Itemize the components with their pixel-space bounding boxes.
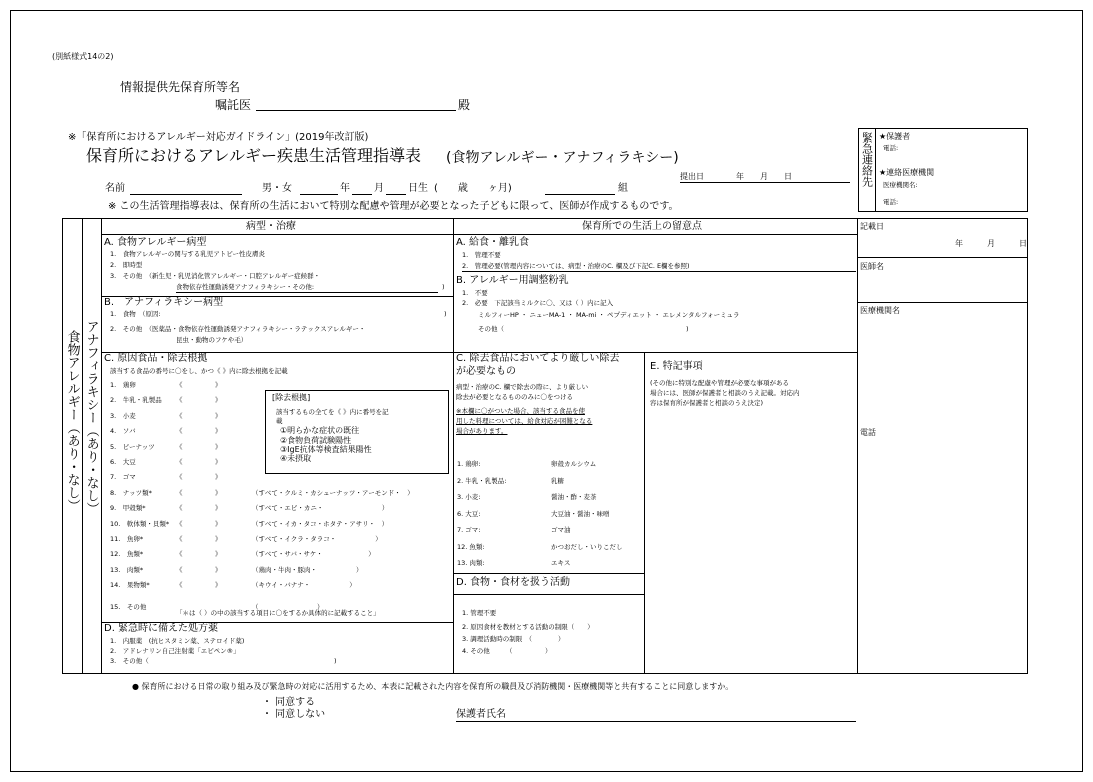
food-item-label[interactable]: 5. ピーナッツ [110, 442, 155, 451]
strict-item-value: ゴマ油 [551, 526, 571, 534]
strict-item-value: 大豆油・醤油・味噌 [551, 509, 610, 518]
strict-item-value: エキス [551, 559, 571, 567]
guardian-phone[interactable]: 電話: [883, 144, 899, 152]
removal-basis-bracket[interactable]: 《 》 [176, 427, 222, 436]
midA-title: A. 給食・離乳食 [456, 237, 530, 248]
class-label: 組 [618, 183, 628, 194]
removal-basis-bracket[interactable]: 《 》 [176, 473, 222, 482]
midC-note3: 場合があります。 [456, 427, 508, 435]
consent-question: ● 保育所における日常の取り組み及び緊急時の対応に活用するため、本表に記載された内容を保育所の職員及び消防機関・医療機関等と共有することに同意しますか。 [132, 682, 734, 691]
child-age[interactable]: ( 歳 ヶ月) [434, 183, 512, 194]
secB-title: B. アナフィラキシー病型 [104, 297, 224, 308]
removal-basis-bracket[interactable]: 《 》 [176, 519, 222, 528]
submit-date[interactable]: 提出日 年 月 日 [680, 172, 850, 183]
strict-item-label[interactable]: 1. 鶏卵: [457, 460, 481, 468]
secA-item3b[interactable]: 食物依存性運動誘発アナフィラキシー・その他: [176, 284, 438, 293]
basis-desc1: 該当するもの全てを《 》内に番号を記 [276, 408, 389, 416]
strict-item-label[interactable]: 7. ゴマ: [457, 526, 481, 534]
midD-title: D. 食物・食材を扱う活動 [456, 577, 571, 588]
midC-note2: 用した料理については、給食対応が困難となる [456, 417, 593, 425]
doctor-name-label: 医師名 [860, 262, 884, 271]
basis-1: ①明らかな症状の既往 [280, 426, 360, 435]
secD-item3[interactable]: 3. その他（ [110, 657, 149, 665]
food-item-detail[interactable]: （すべて・エビ・カニ・ ） [252, 504, 389, 513]
side-label-food-allergy: 食物アレルギー（あり・なし） [64, 330, 80, 512]
midB-item1[interactable]: 1. 不要 [462, 289, 488, 297]
class-field[interactable] [545, 194, 615, 195]
removal-basis-bracket[interactable]: 《 》 [176, 488, 222, 497]
midD-item4[interactable]: 4. その他 （ ） [462, 647, 552, 655]
food-item-detail[interactable]: （鶏肉・牛肉・豚肉・ ） [252, 565, 363, 574]
secD-title: D. 緊急時に備えた処方薬 [104, 623, 219, 634]
secC-title: C. 原因食品・除去根拠 [104, 353, 208, 364]
removal-basis-bracket[interactable]: 《 》 [176, 442, 222, 451]
basis-desc2: 載 [276, 417, 283, 425]
removal-basis-bracket[interactable]: 《 》 [176, 565, 222, 574]
midD-item3[interactable]: 3. 調理活動時の制限 （ ） [462, 635, 565, 643]
consent-disagree[interactable]: ・ 同意しない [262, 709, 326, 720]
midE-desc3: 容は保育所が保護者と相談のうえ決定) [650, 399, 764, 407]
midB-title: B. アレルギー用調整粉乳 [456, 275, 569, 286]
secB-close: ) [444, 310, 447, 318]
basis-title: [除去根拠] [272, 393, 311, 402]
page-subtitle: (食物アレルギー・アナフィラキシー) [446, 150, 679, 166]
basis-4: ④未摂取 [280, 454, 312, 463]
secB-item2b: 昆虫・動物のフケや毛） [176, 336, 248, 344]
strict-item-label[interactable]: 2. 牛乳・乳製品: [457, 476, 507, 485]
removal-basis-bracket[interactable]: 《 》 [176, 504, 222, 513]
food-item-detail[interactable]: （ ） [252, 602, 324, 611]
recipient-facility-label: 情報提供先保育所等名 [120, 80, 241, 94]
strict-item-label[interactable]: 13. 肉類: [457, 559, 485, 567]
col-title-mid: 保育所での生活上の留意点 [582, 221, 702, 232]
birth-year-label: 年 [340, 183, 350, 194]
strict-item-label[interactable]: 3. 小麦: [457, 493, 481, 501]
midC-title1: C. 除去食品においてより厳しい除去 [456, 353, 620, 364]
midC-title2: が必要なもの [456, 366, 516, 377]
emergency-label: 緊急連絡先 [860, 132, 874, 187]
midB-other[interactable]: その他（ [478, 325, 504, 333]
removal-basis-bracket[interactable]: 《 》 [176, 396, 222, 405]
food-item-label[interactable]: 12. 魚類* [110, 550, 144, 559]
removal-basis-bracket[interactable]: 《 》 [176, 581, 222, 590]
medical-contact-label: ★連絡医療機関 [879, 168, 935, 177]
birth-day-label: 日生 [408, 183, 428, 194]
food-item-label[interactable]: 1. 鶏卵 [110, 381, 136, 389]
medical-phone[interactable]: 電話: [883, 198, 899, 206]
removal-basis-bracket[interactable]: 《 》 [176, 458, 222, 466]
phone-label: 電話 [860, 428, 876, 437]
food-item-detail[interactable]: （キウイ・バナナ・ ） [252, 581, 356, 590]
child-name-field[interactable] [130, 194, 242, 195]
secD-close: ) [334, 657, 337, 665]
secA-title: A. 食物アレルギー病型 [104, 237, 207, 248]
midC-desc2: 除去が必要となるもののみに〇をつける [456, 393, 573, 401]
secA-item3[interactable]: 3. その他 （新生児・乳児消化管アレルギー・口腔アレルギー症候群・ [110, 272, 321, 280]
secA-close: ) [442, 283, 445, 291]
guardian-signature[interactable]: 保護者氏名 [456, 709, 856, 722]
food-item-label[interactable]: 6. 大豆 [110, 458, 136, 466]
food-item-detail[interactable]: （すべて・クルミ・カシューナッツ・アーモンド・ ） [252, 488, 414, 497]
midA-item1[interactable]: 1. 管理不要 [462, 251, 501, 259]
page-title: 保育所におけるアレルギー疾患生活管理指導表 [86, 146, 421, 165]
secA-item2[interactable]: 2. 即時型 [110, 261, 143, 269]
secB-item1[interactable]: 1. 食物 （原因: [110, 310, 161, 318]
food-item-label[interactable]: 8. ナッツ類* [110, 488, 152, 497]
food-item-label[interactable]: 11. 魚卵* [110, 535, 144, 543]
midC-desc1: 病型・治療のC. 欄で除去の際に、より厳しい [456, 383, 589, 391]
midE-title: E. 特記事項 [650, 361, 703, 372]
secB-item2[interactable]: 2. その他 （医薬品・食物依存性運動誘発アナフィラキシー・ラテックスアレルギー・ [110, 325, 366, 333]
strict-item-label[interactable]: 12. 魚類: [457, 542, 485, 551]
medical-facility[interactable]: 医療機関名: [883, 181, 918, 189]
food-item-label[interactable]: 3. 小麦 [110, 411, 136, 420]
removal-basis-bracket[interactable]: 《 》 [176, 535, 222, 543]
guideline-ref: ※「保育所におけるアレルギー対応ガイドライン」(2019年改訂版) [68, 132, 369, 143]
removal-basis-bracket[interactable]: 《 》 [176, 411, 222, 420]
child-name-label: 名前 [105, 183, 125, 194]
birth-month-field[interactable] [352, 194, 372, 195]
strict-item-value: 乳糖 [551, 476, 564, 485]
food-item-label[interactable]: 9. 甲殻類* [110, 504, 146, 513]
date-format[interactable]: 年 月 日 [955, 239, 1027, 248]
midE-desc2: 場合には、医師が保護者と相談のうえ記載。対応内 [650, 389, 800, 397]
strict-item-label[interactable]: 6. 大豆: [457, 509, 481, 518]
child-sex[interactable]: 男・女 [262, 183, 292, 194]
side-label-anaphylaxis: アナフィラキシー（あり・なし） [83, 320, 99, 515]
doctor-name-field[interactable] [256, 110, 456, 111]
midB-item2[interactable]: 2. 必要 下記該当ミルクに〇、又は（ ）内に記入 [462, 299, 614, 307]
food-item-label[interactable]: 2. 牛乳・乳製品 [110, 396, 162, 405]
basis-2: ②食物負荷試験陽性 [280, 436, 352, 445]
guardian-label: ★保護者 [879, 132, 911, 141]
honorific: 殿 [458, 98, 471, 112]
secC-desc: 該当する食品の番号に〇をし、かつ《 》内に除去根拠を記載 [110, 367, 288, 375]
basis-3: ③IgE抗体等検査結果陽性 [280, 445, 372, 454]
hospital-name-label: 医療機関名 [860, 306, 900, 315]
col-title-left: 病型・治療 [246, 221, 296, 232]
birth-month-label: 月 [374, 183, 384, 194]
food-item-label[interactable]: 7. ゴマ [110, 473, 136, 482]
food-item-label[interactable]: 13. 肉類* [110, 565, 144, 574]
food-item-label[interactable]: 10. 軟体類・貝類* [110, 519, 170, 528]
secA-item1[interactable]: 1. 食物アレルギーの関与する乳児アトピー性皮膚炎 [110, 250, 266, 258]
midE-desc1: (その他に特別な配慮や管理が必要な事項がある [650, 379, 790, 387]
food-item-detail[interactable]: （すべて・イカ・タコ・ホタテ・アサリ・ ） [252, 519, 389, 528]
secD-item2[interactable]: 2. アドレナリン自己注射薬「エピペン®」 [110, 647, 240, 655]
strict-item-value: かつおだし・いりこだし [551, 542, 623, 551]
food-item-label[interactable]: 14. 果物類* [110, 581, 150, 590]
food-item-label[interactable]: 4. ソバ [110, 427, 136, 436]
midB-close: ) [686, 325, 689, 333]
midC-note1: ※本欄に〇がついた場合、該当する食品を使 [456, 407, 585, 415]
food-item-detail[interactable]: （すべて・サバ・サケ・ ） [252, 550, 375, 559]
removal-basis-bracket[interactable]: 《 》 [176, 550, 222, 559]
strict-item-value: 卵殻カルシウム [551, 460, 597, 468]
secC-footnote: 「＊は（ ）の中の該当する項目に〇をするか具体的に記載すること」 [176, 609, 380, 617]
midA-item2[interactable]: 2. 管理必要(管理内容については、病型・治療のC. 欄及び下記C. E欄を参照) [462, 263, 856, 272]
food-item-label[interactable]: 15. その他 [110, 602, 147, 611]
birth-day-field[interactable] [386, 194, 406, 195]
midD-item2[interactable]: 2. 原因食材を教材とする活動の制限（ ） [462, 623, 594, 631]
food-item-detail[interactable]: （すべて・イクラ・タラコ・ ） [252, 535, 382, 543]
removal-basis-bracket[interactable]: 《 》 [176, 381, 222, 389]
secD-item1[interactable]: 1. 内服薬 (抗ヒスタミン薬、ステロイド薬) [110, 637, 245, 645]
birth-year-field[interactable] [300, 194, 338, 195]
date-label: 記載日 [860, 222, 884, 231]
recipient-doctor-label: 嘱託医 [215, 98, 252, 112]
form-id: (別紙様式14の2) [52, 52, 114, 61]
midB-milks[interactable]: ミルフィーHP ・ ニューMA-1 ・ MA-mi ・ ペプディエット ・ エレメンタルフォーミュラ [478, 311, 740, 319]
midD-item1[interactable]: 1. 管理不要 [462, 609, 497, 617]
consent-agree[interactable]: ・ 同意する [262, 697, 316, 708]
form-note: ※ この生活管理指導表は、保育所の生活において特別な配慮や管理が必要となった子どもに限って、医師が作成するものです。 [108, 201, 679, 212]
strict-item-value: 醤油・酢・麦茶 [551, 493, 597, 501]
